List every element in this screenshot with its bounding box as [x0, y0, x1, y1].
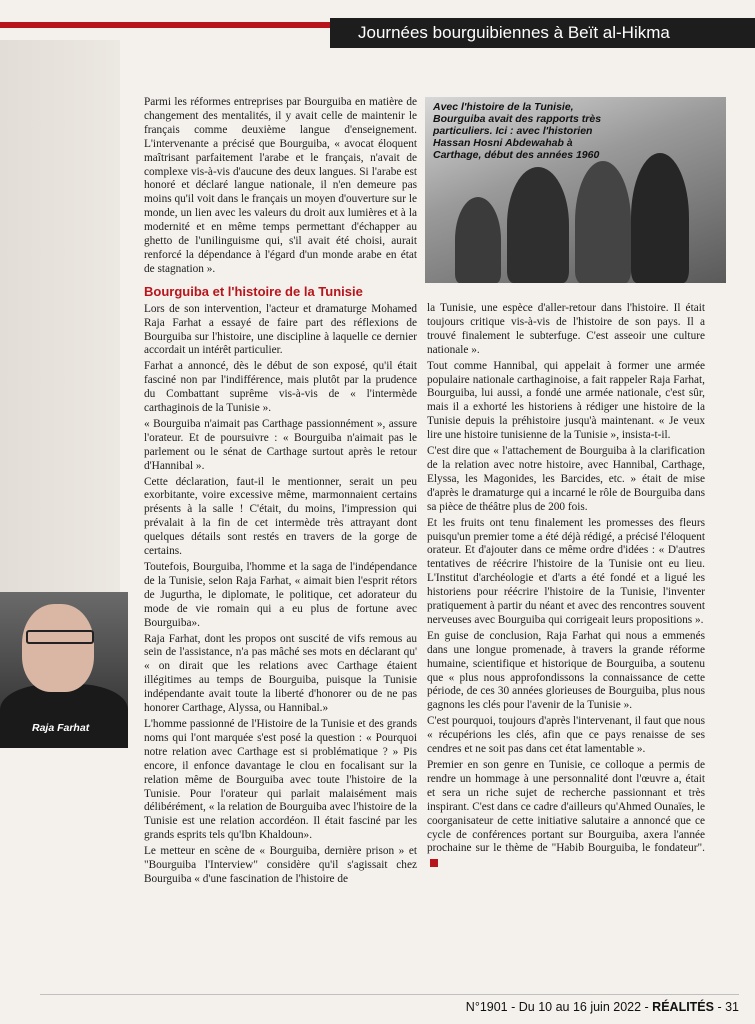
final-text: Premier en son genre en Tunisie, ce colloque a permis de rendre un hommage à une personnalité dont l'œuvre a, était et sera un riche sujet de recherche passionnant et très inspirant. C'est dans ce cadre d'ailleurs qu'Ahmed Ounaïes, le coorganisateur de cette initiative salutaire a annoncé que ce cycle de conférences portant sur Bourguiba, axera l'année prochaine sur le thème de "Habib Bourguiba, le fondateur".: [427, 759, 705, 855]
paragraph: la Tunisie, une espèce d'aller-retour dans l'histoire. Il était toujours critique vis-à-vis de l'histoire de son pays. Il a trouvé finalement le subterfuge. C'est asseoir une culture nationale ».: [427, 302, 705, 356]
paragraph: Raja Farhat, dont les propos ont suscité de vifs remous au sein de l'assistance, n'a pas mâché ses mots en déclarant qu' « on dirait que les relations avec Carthage étaient illégitimes au temps de Bourguiba, puisque la Tunisie indépendante avait toute la liberté d'honorer ou de ne pas honorer Carthage, Alyssa, ou Hannibal.»: [144, 632, 417, 715]
paragraph: Cette déclaration, faut-il le mentionner, serait un peu exorbitante, voire excessive même, marmonnaient certains présents à la salle ! C'était, du moins, l'impression qui prévalait à la fin de cet intermède très attrayant dont quelques détails sont restés en travers de la gorge de certains.: [144, 475, 417, 558]
historic-photo: [425, 97, 726, 283]
footer-issue: N°1901 - Du 10 au 16 juin 2022 -: [465, 1000, 653, 1014]
background-ghost-letters: [0, 40, 120, 600]
paragraph: C'est dire que « l'attachement de Bourguiba à la clarification de la relation avec notre histoire, avec Hannibal, Carthage, Elyssa, les Magonides, les Barcides, etc. » était de mise d'après le dramaturge qui a incarné le rôle de Bourguiba dans sa pièce de théâtre plus de 200 fois.: [427, 445, 705, 513]
paragraph: C'est pourquoi, toujours d'après l'intervenant, il faut que nous « récupérions les clés, afin que ce pays renaisse de ses cendres et ne soit pas dans cet état lamentable ».: [427, 715, 705, 756]
paragraph: L'homme passionné de l'Histoire de la Tunisie et des grands noms qui l'ont marquée s'est posé la question : « Pourquoi notre relation avec Carthage est si problématique ? » Pis encore, il enfonce davantage le clou en focalisant sur la relation même de Bourguiba avec toute l'histoire de la Tunisie. Pour l'orateur qui parlait malaisément mais délibérément, « la relation de Bourguiba avec l'histoire de la Tunisie est une relation accordéon. Il était fasciné par les grands esprits tels qu'Ibn Khaldoun».: [144, 717, 417, 842]
portrait-photo: [0, 592, 128, 748]
header-red-rule: [0, 22, 360, 28]
end-mark-icon: [430, 859, 438, 867]
footer-rule: [40, 994, 739, 995]
paragraph: Le metteur en scène de « Bourguiba, dernière prison » et "Bourguiba l'Interview" considère qu'il s'agissait chez Bourguiba « d'une fascination de l'histoire de: [144, 845, 417, 885]
footer-brand: RÉALITÉS: [652, 1000, 714, 1014]
paragraph: Tout comme Hannibal, qui appelait à former une armée populaire nationale carthaginoise, a fait rappeler Raja Farhat, Bourguiba, lui aussi, a fondé une armée nationale, c'est sûr, mais il a exhorté les historiens à rédiger une histoire de la Tunisie depuis la préhistoire jusqu'à maintenant. « Je veux lire une histoire tunisienne de la Tunisie », insista-t-il.: [427, 359, 705, 442]
paragraph: Toutefois, Bourguiba, l'homme et la saga de l'indépendance de la Tunisie, selon Raja Farhat, « aimait bien l'esprit rétors de Jugurtha, le diplomate, le politique, cet adorateur du mode de vie romain qui a eu plus de fortune avec Bourguiba».: [144, 561, 417, 629]
paragraph-final: [427, 759, 705, 870]
paragraph: Et les fruits ont tenu finalement les promesses des fleurs puisqu'un premier tome a été déjà rédigé, a précisé l'éloquent orateur. Et d'ajouter dans ce même ordre d'idées : « D'autres tentatives de réécrire l'histoire de la Tunisie ont eu lieu. L'Institut d'archéologie et d'arts a été fondé et a ligué les historiens pour réécrire l'histoire de la Tunisie, l'inventer pratiquement à partir du néant et avec des rencontres souvent nerveuses avec Bourguiba qui corrigeait leurs propositions ».: [427, 516, 705, 626]
column-right: [427, 302, 705, 872]
photo-caption: Avec l'histoire de la Tunisie, Bourguiba avait des rapports très particuliers. Ici : avec l'historien Hassan Hosni Abdewahab à Carthage, début des années 1960: [433, 101, 602, 161]
paragraph: Lors de son intervention, l'acteur et dramaturge Mohamed Raja Farhat a essayé de faire part des réflexions de Bourguiba sur l'histoire, une discipline à laquelle ce dernier accordait un intérêt particulier.: [144, 302, 417, 357]
column-left: [144, 96, 417, 889]
paragraph: En guise de conclusion, Raja Farhat qui nous a emmenés dans une longue promenade, à travers la grande réforme humaine, scientifique et historique de Bourguiba, a soutenu que « plus nous approfondissons la connaissance de cette période, de ces 30 années glorieuses de Bourguiba, plus nous gagnons les clés pour l'avenir de la Tunisie ».: [427, 629, 705, 712]
paragraph: « Bourguiba n'aimait pas Carthage passionnément », assure l'orateur. Et de poursuivre : « Bourguiba n'aimait pas le parlement ou le sénat de Carthage surtout après le retour d'Hannibal ».: [144, 417, 417, 472]
footer-page: - 31: [713, 1000, 739, 1014]
page-footer: [466, 1000, 739, 1014]
paragraph: Farhat a annoncé, dès le début de son exposé, qu'il était fasciné non par l'indifférence, mais plutôt par la prudence du Combattant suprême vis-à-vis de « l'intermède carthaginois de la Tunisie ».: [144, 360, 417, 415]
section-banner: Journées bourguibiennes à Beït al-Hikma: [330, 18, 755, 48]
paragraph: Parmi les réformes entreprises par Bourguiba en matière de changement des mentalités, il y avait celle de maintenir le français comme deuxième langue d'enseignement. L'intervenante a précisé que Bourguiba, « avocat éloquent maîtrisant parfaitement l'arabe et le français, n'avait de complexe vis-à-vis d'aucune des deux langues. Si l'arabe est honoré et déclaré langue nationale, il n'en demeure pas moins qu'il voit dans le français un moyen d'ouverture sur le monde, un lien avec les valeurs du droit aux lumières et à la modernité et en même temps permettant d'échapper au ghetto de l'unilinguisme qui, s'il avait été choisi, aurait renforcé la dépendance à l'égard d'un monde arabe en état de stagnation ».: [144, 96, 417, 275]
portrait-caption: Raja Farhat: [32, 722, 90, 734]
section-title: Bourguiba et l'histoire de la Tunisie: [144, 283, 363, 299]
